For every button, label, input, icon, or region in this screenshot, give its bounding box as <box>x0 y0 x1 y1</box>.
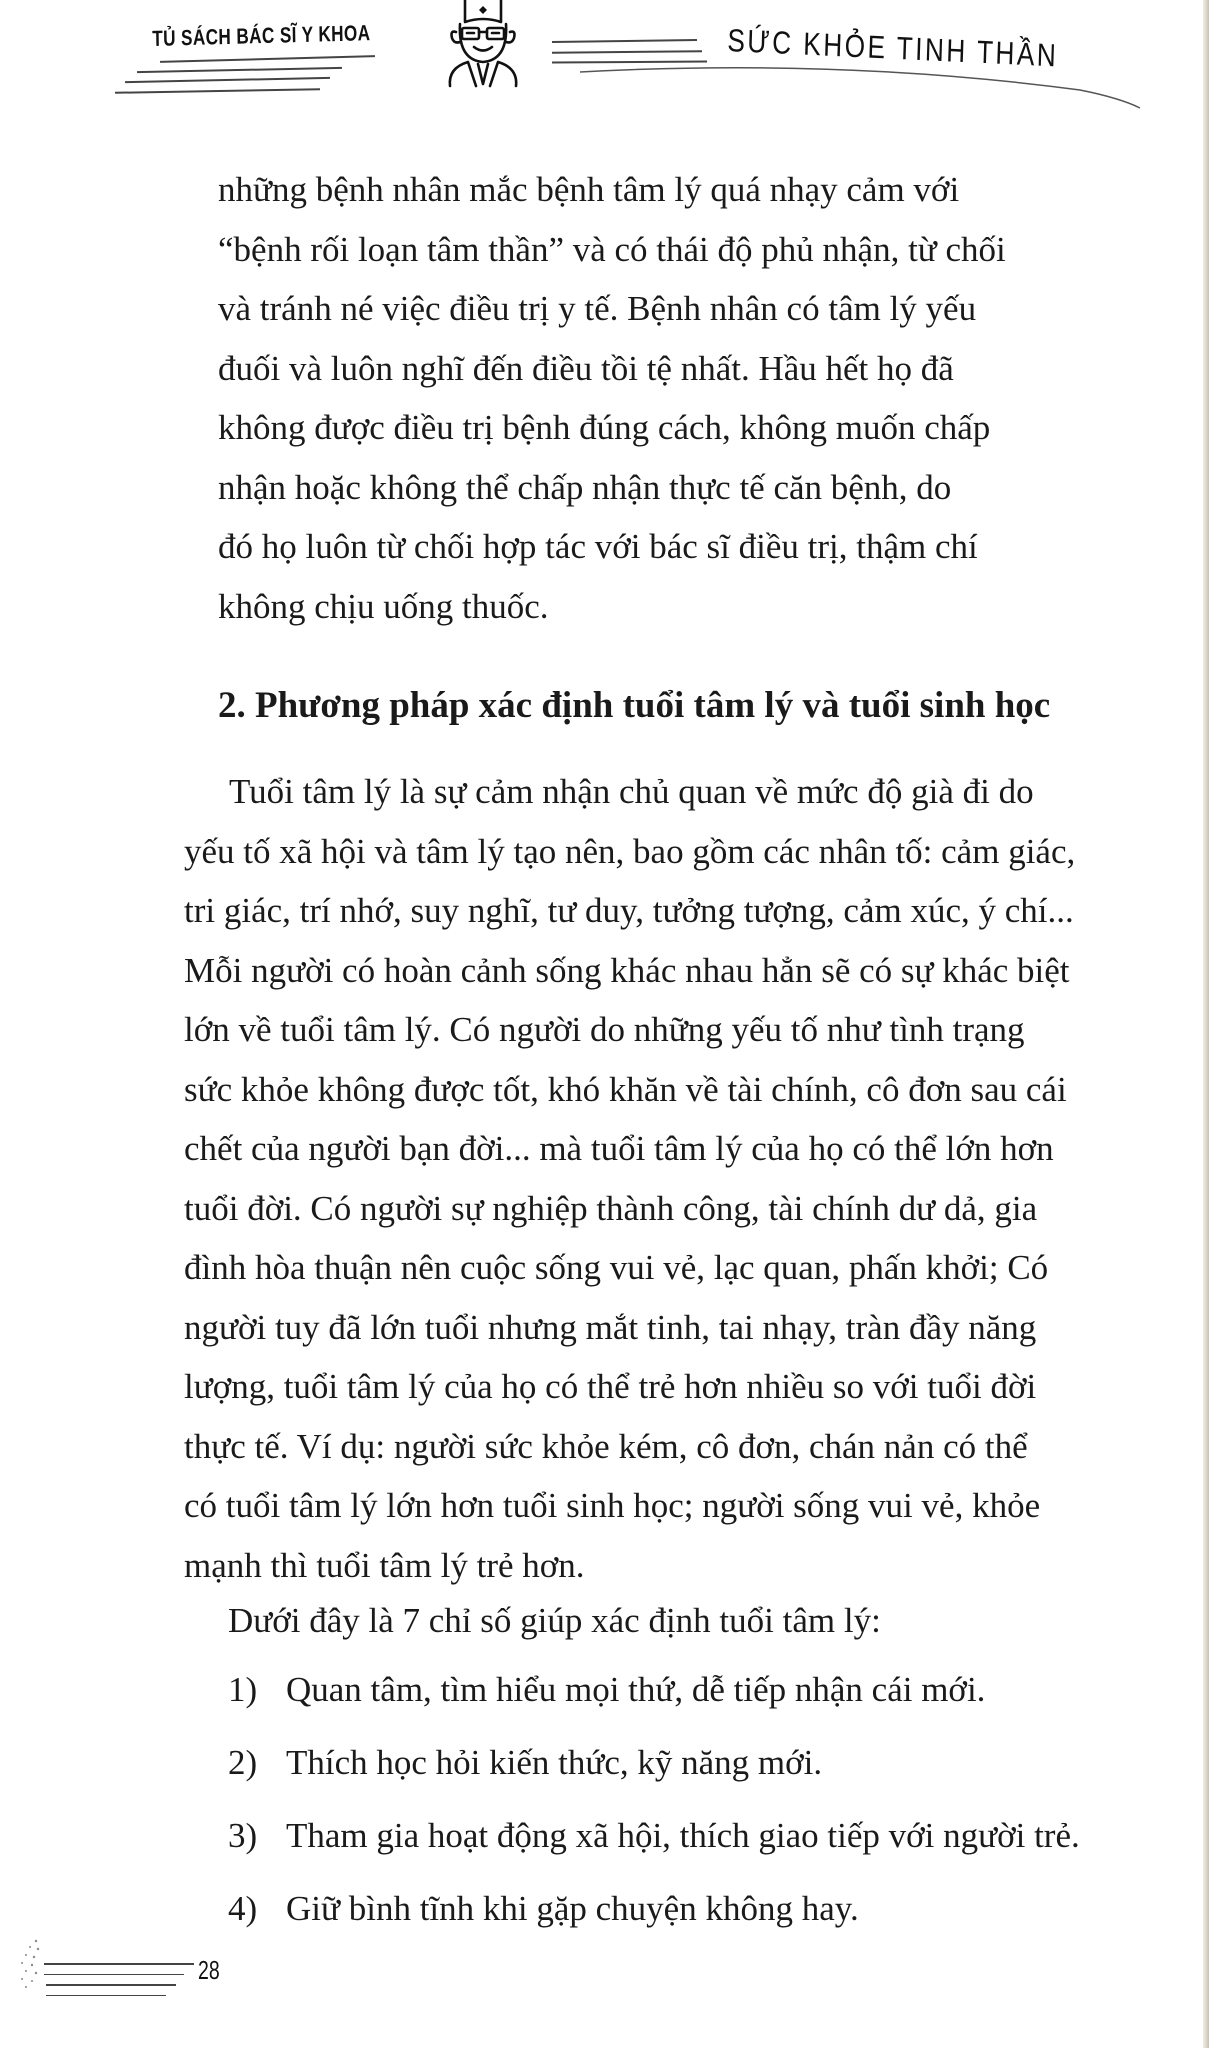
text-line: có tuổi tâm lý lớn hơn tuổi sinh học; người sống vui vẻ, khỏe <box>184 1486 1041 1525</box>
series-title: TỦ SÁCH BÁC SĨ Y KHOA <box>152 20 371 51</box>
list-item-text: Thích học hỏi kiến thức, kỹ năng mới. <box>286 1743 823 1782</box>
text-line: lượng, tuổi tâm lý của họ có thể trẻ hơn nhiều so với tuổi đời <box>184 1367 1037 1406</box>
text-line: đó họ luôn từ chối hợp tác với bác sĩ điều trị, thậm chí <box>218 527 978 566</box>
text-line: thực tế. Ví dụ: người sức khỏe kém, cô đơn, chán nản có thể <box>184 1426 1028 1466</box>
section-paragraph <box>184 762 1154 1595</box>
header-decorative-lines <box>115 58 375 100</box>
text-line: “bệnh rối loạn tâm thần” và có thái độ phủ nhận, từ chối <box>218 229 1006 269</box>
text-line: tri giác, trí nhớ, suy nghĩ, tư duy, tưởng tượng, cảm xúc, ý chí... <box>184 891 1074 930</box>
text-line: không chịu uống thuốc. <box>218 586 549 626</box>
section-heading: 2. Phương pháp xác định tuổi tâm lý và tuổi sinh học <box>218 685 1051 726</box>
list-intro: Dưới đây là 7 chỉ số giúp xác định tuổi tâm lý: <box>228 1601 881 1640</box>
list-item <box>228 1889 1080 1962</box>
list-item-number: 4) <box>228 1889 258 1928</box>
page-edge <box>1203 0 1209 2048</box>
list-item <box>228 1743 1080 1816</box>
list-item-number: 2) <box>228 1743 258 1782</box>
list-item-text: Tham gia hoạt động xã hội, thích giao tiếp với người trẻ. <box>286 1816 1080 1855</box>
text-line: Tuổi tâm lý là sự cảm nhận chủ quan về mức độ già đi do <box>229 772 1034 811</box>
title-underline-swoosh <box>560 60 1160 120</box>
list-item <box>228 1670 1080 1743</box>
book-title: SỨC KHỎE TINH THẦN <box>726 22 1059 74</box>
page-header <box>0 0 1209 130</box>
text-line: đuối và luôn nghĩ đến điều tồi tệ nhất. Hầu hết họ đã <box>218 348 954 388</box>
text-line: lớn về tuổi tâm lý. Có người do những yếu tố như tình trạng <box>184 1010 1025 1049</box>
text-line: Mỗi người có hoàn cảnh sống khác nhau hẳn sẽ có sự khác biệt <box>184 950 1070 990</box>
list-item-number: 3) <box>228 1816 258 1855</box>
text-line: tuổi đời. Có người sự nghiệp thành công, tài chính dư dả, gia <box>184 1188 1038 1228</box>
text-line: mạnh thì tuổi tâm lý trẻ hơn. <box>184 1545 585 1585</box>
continuation-paragraph <box>218 160 1148 636</box>
text-line: yếu tố xã hội và tâm lý tạo nên, bao gồm các nhân tố: cảm giác, <box>184 831 1076 871</box>
text-line: không được điều trị bệnh đúng cách, không muốn chấp <box>218 408 991 447</box>
list-item-number: 1) <box>228 1670 258 1709</box>
list-item-text: Giữ bình tĩnh khi gặp chuyện không hay. <box>286 1889 859 1928</box>
footer-decorative-lines <box>16 1963 194 2005</box>
text-line: sức khỏe không được tốt, khó khăn về tài chính, cô đơn sau cái <box>184 1069 1067 1109</box>
text-line: đình hòa thuận nên cuộc sống vui vẻ, lạc quan, phấn khởi; Có <box>184 1248 1049 1287</box>
text-line: nhận hoặc không thể chấp nhận thực tế căn bệnh, do <box>218 467 952 507</box>
text-line: những bệnh nhân mắc bệnh tâm lý quá nhạy cảm với <box>218 170 960 209</box>
text-line: người tuy đã lớn tuổi nhưng mắt tinh, tai nhạy, tràn đầy năng <box>184 1307 1037 1347</box>
text-line: chết của người bạn đời... mà tuổi tâm lý của họ có thể lớn hơn <box>184 1129 1054 1168</box>
page-number: 28 <box>198 1955 220 1985</box>
list-item <box>228 1816 1080 1889</box>
doctor-illustration-icon <box>438 0 528 90</box>
list-item-text: Quan tâm, tìm hiểu mọi thứ, dễ tiếp nhận cái mới. <box>286 1670 986 1709</box>
indicator-list <box>228 1670 1080 1962</box>
text-line: và tránh né việc điều trị y tế. Bệnh nhân có tâm lý yếu <box>218 289 977 328</box>
